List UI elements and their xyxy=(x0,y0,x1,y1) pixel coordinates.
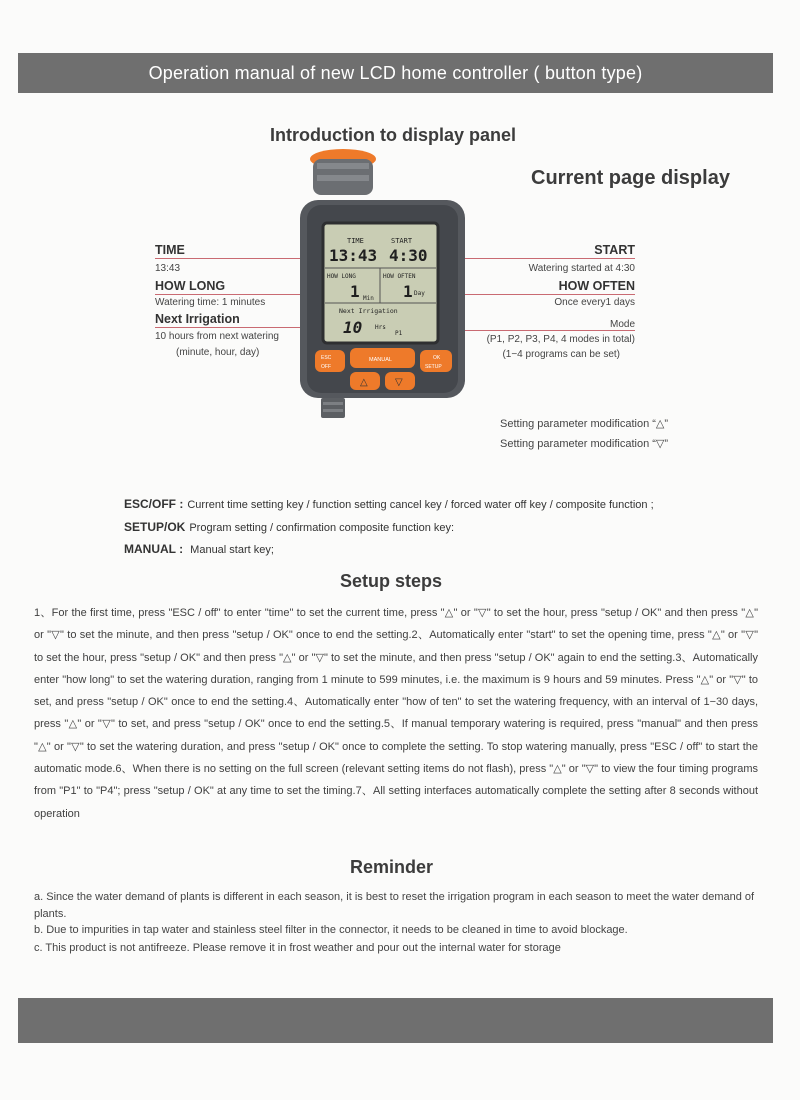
lcd-time: 13:43 xyxy=(329,246,378,265)
intro-title: Introduction to display panel xyxy=(270,125,517,145)
start-value: Watering started at 4:30 xyxy=(528,263,635,274)
key-row-manual xyxy=(124,539,654,562)
lcd-program: P1 xyxy=(395,330,403,337)
lcd-how-often-label: HOW OFTEN xyxy=(383,273,416,280)
how-often-label: HOW OFTEN xyxy=(558,279,635,293)
next-irrigation-units: (minute, hour, day) xyxy=(176,347,260,358)
key-manual: MANUAL : xyxy=(124,542,184,556)
lcd-how-often-unit: Day xyxy=(414,290,425,297)
up-arrow-icon: △ xyxy=(360,377,368,388)
key-row-esc xyxy=(124,494,654,517)
start-label: START xyxy=(594,243,635,257)
lcd-how-long-label: HOW LONG xyxy=(327,273,356,280)
esc-label: ESC xyxy=(321,355,332,361)
controller-device xyxy=(295,145,470,425)
lcd-how-long-unit: Min xyxy=(363,295,374,302)
setup-steps-text: 1、For the first time, press "ESC / off" to enter "time" to set the current time, press "△" or "▽" to set the hour, press "setup / OK" and then press "△" or "▽" to set the minute, and then press "setup / OK" once to end the setting.2、Automatically enter "start" to set the opening time, press "△" or "▽" to set the hour, press "setup / OK" and then press "△" or "▽" to set the minute, and then press "setup / OK" again to end the setting.3、Automatically enter "how long" to set the watering duration, ranging from 1 minute to 599 minutes, i.e. the maximum is 9 hours and 59 minutes. Press "△" or "▽" to set, and press "setup / OK" once to end the setting.4、Automatically enter "how of ten" to set the watering frequency, with an interval of 1−30 days, press "△" or "▽" to set, and press "setup / OK" once to end the setting.5、If manual temporary watering is required, press "manual" and then press "△" or "▽" to set the watering duration, and press "setup / OK" once to complete the setting. To stop watering manually, press "ESC / off" to start the automatic mode.6、When there is no setting on the full screen (relevant setting items do not flash), press "△" or "▽" to view the four timing programs from "P1" to "P4"; press "setup / OK" at any time to set the timing.7、All setting interfaces automatically complete the setting after 8 seconds without operation xyxy=(34,607,758,820)
down-arrow-icon: ▽ xyxy=(395,377,403,388)
how-long-value: Watering time: 1 minutes xyxy=(155,297,266,308)
footer-banner xyxy=(18,998,773,1043)
key-row-setup xyxy=(124,517,654,540)
how-often-value: Once every1 days xyxy=(554,297,635,308)
key-manual-desc: Manual start key; xyxy=(187,544,274,556)
header-banner: Operation manual of new LCD home controller ( button type) xyxy=(18,53,773,93)
outlet-connector xyxy=(321,398,345,418)
setup-title: Setup steps xyxy=(340,571,443,591)
setup-label: SETUP xyxy=(425,364,442,370)
mode-value-1: (P1, P2, P3, P4, 4 modes in total) xyxy=(486,334,635,345)
lcd-how-long-value: 1 xyxy=(350,282,360,301)
key-descriptions xyxy=(124,494,654,562)
reminder-c: c. This product is not antifreeze. Please remove it in frost weather and pour out the internal water for storage xyxy=(34,942,561,954)
key-esc-off-desc: Current time setting key / function setting cancel key / forced water off key / composite function ; xyxy=(187,499,654,511)
off-label: OFF xyxy=(321,364,331,370)
time-label: TIME xyxy=(155,243,185,257)
mode-value-2: (1−4 programs can be set) xyxy=(502,349,620,360)
how-long-label: HOW LONG xyxy=(155,279,226,293)
param-note-down: Setting parameter modification “▽” xyxy=(500,438,669,450)
manual-label: MANUAL xyxy=(369,357,392,363)
lcd-next-unit: Hrs xyxy=(375,324,386,331)
key-setup-ok-desc: Program setting / confirmation composite function key: xyxy=(189,521,455,534)
key-esc-off: ESC/OFF : xyxy=(124,497,184,511)
reminder-a: a. Since the water demand of plants is different in each season, it is best to reset the irrigation program in each season to meet the water demand of plants. xyxy=(34,891,755,920)
current-page-title: Current page display xyxy=(531,167,730,189)
lcd-start-label: START xyxy=(391,237,413,245)
mode-label: Mode xyxy=(609,319,635,330)
lcd-next-value: 10 xyxy=(343,318,363,337)
next-irrigation-label: Next Irrigation xyxy=(155,312,240,326)
lcd-how-often-value: 1 xyxy=(403,282,413,301)
next-irrigation-value: 10 hours from next watering xyxy=(155,331,279,342)
reminder-title: Reminder xyxy=(350,857,434,877)
key-setup-ok: SETUP/OK xyxy=(124,519,186,534)
ok-label: OK xyxy=(433,355,441,361)
param-note-up: Setting parameter modification “△” xyxy=(500,418,669,430)
lcd-time-label: TIME xyxy=(347,237,364,245)
lcd-next-label: Next Irrigation xyxy=(339,307,398,315)
time-value: 13:43 xyxy=(155,263,181,274)
reminder-b: b. Due to impurities in tap water and stainless steel filter in the connector, it needs to be cleaned in time to avoid blockage. xyxy=(34,924,628,936)
lcd-start: 4:30 xyxy=(389,246,428,265)
